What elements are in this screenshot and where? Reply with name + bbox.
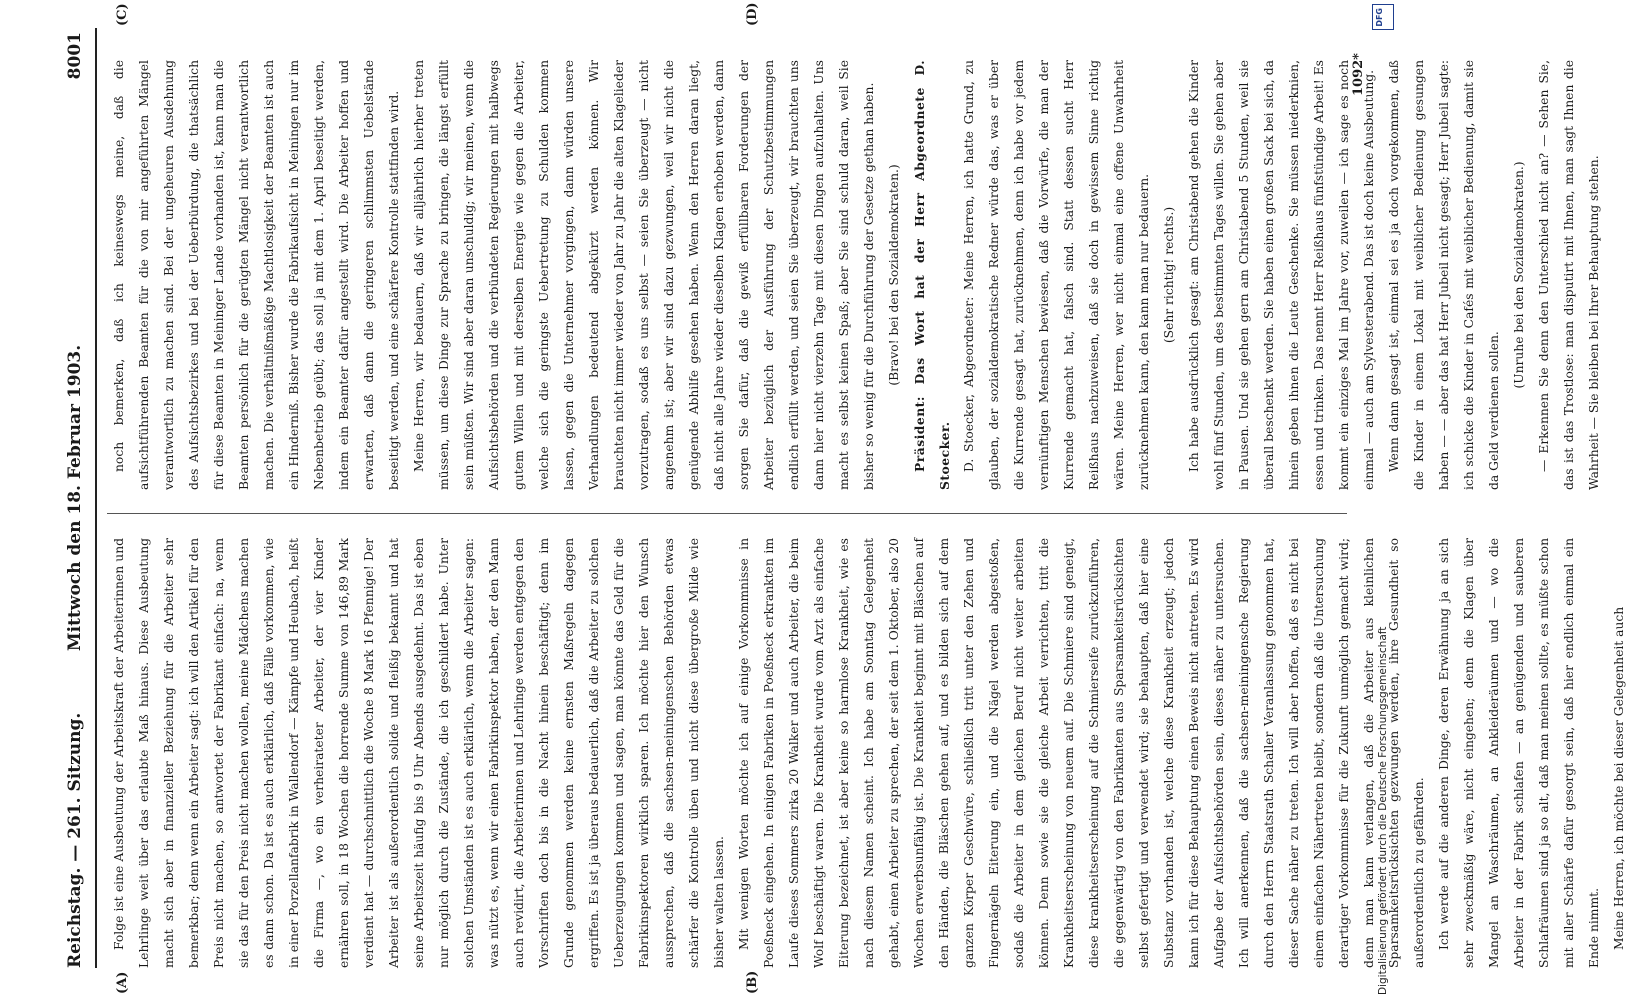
folio-mark: 1092* bbox=[1351, 53, 1366, 96]
margin-marker-c: (C) bbox=[115, 3, 130, 26]
margin-marker-b: (B) bbox=[745, 970, 760, 994]
dfg-logo-text: DFG bbox=[1375, 8, 1384, 27]
header-page-number: 8001 bbox=[65, 32, 85, 80]
paragraph: Ich werde auf die anderen Dinge, deren Erwähnung ja an sich sehr zweckmäßig wäre, nicht eingehen; denn die Klagen über Mangel an Waschräumen, an Ankleideräumen und — wo die Arbeiter in der Fabrik schlafen — an genügenden und sauberen Schlafräumen sind ja so alt, daß man meinen sollte, es müßte schon mit aller Schärfe dafür gesorgt sein, daß hier endlich einmal ein Ende nimmt. bbox=[1437, 538, 1601, 968]
column-divider bbox=[107, 513, 1347, 514]
paragraph: noch bemerken, daß ich keineswegs meine, daß die aufsichtführenden Beamten für die von mir angeführten Mängel verantwortlich zu machen sind. Bei der ungeheuren Ausdehnung des Aufsichtsbezirkes und bei der Ueberbürdung, die thatsächlich für diese Beamten in Meininger Lande vorhanden ist, kann man die Beamten persönlich für die gerügten Mängel nicht verantwortlich machen. Die verhältnißmäßige Machtlosigkeit der Beamten ist auch ein Hinderniß. Bisher wurde die Fabrikaufsicht in Meiningen nur im Nebenbetrieb geübt; das soll ja mit dem 1. April beseitigt werden, indem ein Beamter dafür angestellt wird. Die Arbeiter hoffen und erwarten, daß dann die geringeren schlimmsten Uebelstände beseitigt werden, und eine schärfere Kontrolle stattfinden wird. bbox=[112, 60, 401, 490]
interjection: (Bravo! bei den Sozialdemokraten.) bbox=[887, 164, 901, 386]
paragraph: Meine Herren, ich möchte bei dieser Gelegenheit auch bbox=[1612, 606, 1626, 950]
interjection: (Unruhe bei den Sozialdemokraten.) bbox=[1512, 161, 1526, 389]
speaker-announcement: Präsident: Das Wort hat der Herr Abgeordnete D. Stoecker. bbox=[912, 60, 952, 490]
dfg-logo bbox=[1372, 4, 1394, 30]
header-date: Mittwoch den 18. Februar 1903. bbox=[65, 344, 85, 652]
page-header bbox=[55, 28, 97, 968]
paragraph: D. Stoecker, Abgeordneter: Meine Herren, ich hatte Grund, zu glauben, der sozialdemokratische Redner würde das, was er über die Kurrende gesagt hat, zurücknehmen, denn ich habe vor jedem vernünftigen Menschen bewiesen, daß die Vorwürfe, die man der Kurrende gemacht hat, falsch sind. Statt dessen sucht Herr Reißhaus nachzuweisen, daß sie doch in gewissem Sinne richtig wären. Meine Herren, wer nicht einmal eine offene Unwahrheit zurücknehmen kann, den kann man nur bedauern. bbox=[962, 60, 1151, 490]
paragraph: Wenn dann gesagt ist, einmal sei es ja doch vorgekommen, daß die Kinder in einem Lokal mit weiblicher Bedienung gesungen haben — — aber das hat Herr Jubeil nicht gesagt; Herr Jubeil sagte: ich schicke die Kinder in Cafés mit weiblicher Bedienung, damit sie da Geld verdienen sollen. bbox=[1387, 60, 1501, 490]
paragraph: Meine Herren, wir bedauern, daß wir alljährlich hierher treten müssen, um diese Dinge zur Sprache zu bringen, die längst erfüllt sein müßten. Wir sind aber daran unschuldig; wir meinen, wenn die Aufsichtsbehörden und die verbündeten Regierungen mit halbwegs gutem Willen und mit derselben Energie wie gegen die Arbeiter, welche sich die geringste Uebertretung zu Schulden kommen lassen, gegen die Unternehmer vorgingen, dann würden unsere Verhandlungen bedeutend abgekürzt werden können. Wir brauchten nicht immer wieder von Jahr zu Jahr die alten Klagelieder vorzutragen, sodaß es uns selbst — seien Sie überzeugt — nicht angenehm ist; aber wir sind dazu gezwungen, weil wir nicht die genügende Abhilfe gesehen haben. Wenn den Herren daran liegt, daß nicht alle Jahre wieder dieselben Klagen erhoben werden, dann sorgen Sie dafür, daß die gewiß erfüllbaren Forderungen der Arbeiter bezüglich der Ausführung der Schutzbestimmungen endlich erfüllt werden, und seien Sie überzeugt, wir brauchten uns dann hier nicht vierzehn Tage mit diesen Dingen aufzuhalten. Uns macht es selbst keinen Spaß; aber Sie sind schuld daran, weil Sie bisher so wenig für die Durchführung der Gesetze gethan haben. bbox=[412, 60, 876, 490]
margin-marker-a: (A) bbox=[115, 971, 130, 994]
digitization-credit: Digitalisierung gefördert durch die Deutsche Forschungsgemeinschaft bbox=[1377, 626, 1389, 995]
interjection: (Sehr richtig! rechts.) bbox=[1162, 206, 1176, 344]
paragraph: Folge ist eine Ausbeutung der Arbeitskraft der Arbeiterinnen und Lehrlinge weit über das erlaubte Maß hinaus. Diese Ausbeutung macht sich aber in finanzieller Beziehung für die Arbeiter sehr bemerkbar; denn wenn ein Arbeiter sagt: ich will den Artikel für den Preis nicht machen, so antwortet der Fabrikant einfach: na, wenn sie das für den Preis nicht machen wollen, meine Mädchens machen es dann schon. Da ist es auch erklärlich, daß Fälle vorkommen, wie in einer Porzellanfabrik in Wallendorf — Kämpfe und Heubach, heißt die Firma —, wo ein verheirateter Arbeiter, der vier Kinder ernähren soll, in 18 Wochen die horrende Summe von 146,89 Mark verdient hat — durchschnittlich die Woche 8 Mark 16 Pfennige! Der Arbeiter ist als außerordentlich solide und fleißig bekannt und hat seine Arbeitszeit häufig bis 9 Uhr Abends ausgedehnt. Das ist eben nur möglich durch die Zustände, die ich geschildert habe. Unter solchen Umständen ist es auch erklärlich, wenn die Arbeiter sagen: was nützt es, wenn wir einen Fabrikinspektor haben, der den Mann auch revidirt, die Arbeiterinnen und Lehrlinge werden entgegen den Vorschriften doch bis in die Nacht hinein beschäftigt; denn im Grunde genommen werden keine ernsten Maßregeln dagegen ergriffen. Es ist ja überaus bedauerlich, daß die Arbeiter zu solchen Ueberzeugungen kommen und sagen, man könnte das Geld für die Fabrikinspektoren wirklich sparen. Ich möchte hier den Wunsch aussprechen, daß die sachsen-meiningenschen Behörden etwas schärfer die Kontrolle üben und nicht diese übergroße Milde wie bisher walten lassen. bbox=[112, 538, 726, 968]
paragraph: Mit wenigen Worten möchte ich auf einige Vorkommnisse in Poeßneck eingehen. In einigen Fabriken in Poeßneck erkrankten im Laufe dieses Sommers zirka 20 Walker und auch Arbeiter, die beim Wolf beschäftigt waren. Die Krankheit wurde vom Arzt als einfache Eiterung bezeichnet, ist aber keine so harmlose Krankheit, wie es nach diesem Namen scheint. Ich habe am Sonntag Gelegenheit gehabt, einen Arbeiter zu sprechen, der seit dem 1. Oktober, also 20 Wochen erwerbsunfähig ist. Die Krankheit beginnt mit Bläschen auf den Händen, die Bläschen gehen auf, und es bilden sich auf dem ganzen Körper Geschwüre, schließlich tritt unter den Zehen und Fingernägeln Eiterung ein, und die Nägel werden abgestoßen, sodaß die Arbeiter in dem gleichen Beruf nicht weiter arbeiten können. Denn sowie sie die gleiche Arbeit verrichten, tritt die Krankheitserscheinung von neuem auf. Die Schmiere sind geneigt, diese krankheitserscheinung auf die Schmierseife zurückzuführen, die gegenwärtig von den Fabrikanten aus Sparsamkeitsrücksichten selbst gefertigt und verwendet wird; sie behaupten, daß hier eine Substanz vorhanden ist, welche diese Krankheit erzeugt; jedoch kann ich für diese Behauptung einen Beweis nicht antreten. Es wird Aufgabe der Aufsichtsbehörden sein, dieses näher zu untersuchen. Ich will anerkennen, daß die sachsen-meiningensche Regierung durch den Herrn Staatsrath Schaller Veranlassung genommen hat, dieser Sache näher zu treten. Ich will aber hoffen, daß es nicht bei einem einfachen Nähertreten bleibt, sondern daß die Untersuchung derartiger Vorkommnisse für die Zukunft unmöglich gemacht wird; denn man kann verlangen, daß die Arbeiter aus kleinlichen Sparsamkeitsrücksichten gezwungen werden, ihre Gesundheit so außerordentlich zu gefährden. bbox=[737, 538, 1426, 968]
paragraph: — Erkennen Sie denn den Unterschied nicht an? — Sehen Sie, das ist das Trostlose: man disputirt mit Ihnen, man sagt Ihnen die Wahrheit — Sie bleiben bei Ihrer Behauptung stehen. bbox=[1537, 60, 1601, 490]
header-parliament-session: Reichstag. — 261. Sitzung. bbox=[65, 712, 85, 968]
margin-marker-d: (D) bbox=[745, 2, 760, 26]
paragraph: Ich habe ausdrücklich gesagt: am Christabend gehen die Kinder wohl fünf Stunden, um des bestimmten Tages willen. Sie gehen aber in Pausen. Und sie gehen gern am Christabend 5 Stunden, weil sie überall beschenkt werden. Sie haben einen großen Sack bei sich, da hinein geben ihnen die Leute Geschenke. Sie müssen niederknien, essen und trinken. Das nennt Herr Reißhaus fünfstündige Arbeit! Es kommt ein einziges Mal im Jahre vor, zuweilen — ich sage es noch einmal — auch am Sylvesterabend. Das ist doch keine Ausbeutung. bbox=[1187, 60, 1376, 490]
